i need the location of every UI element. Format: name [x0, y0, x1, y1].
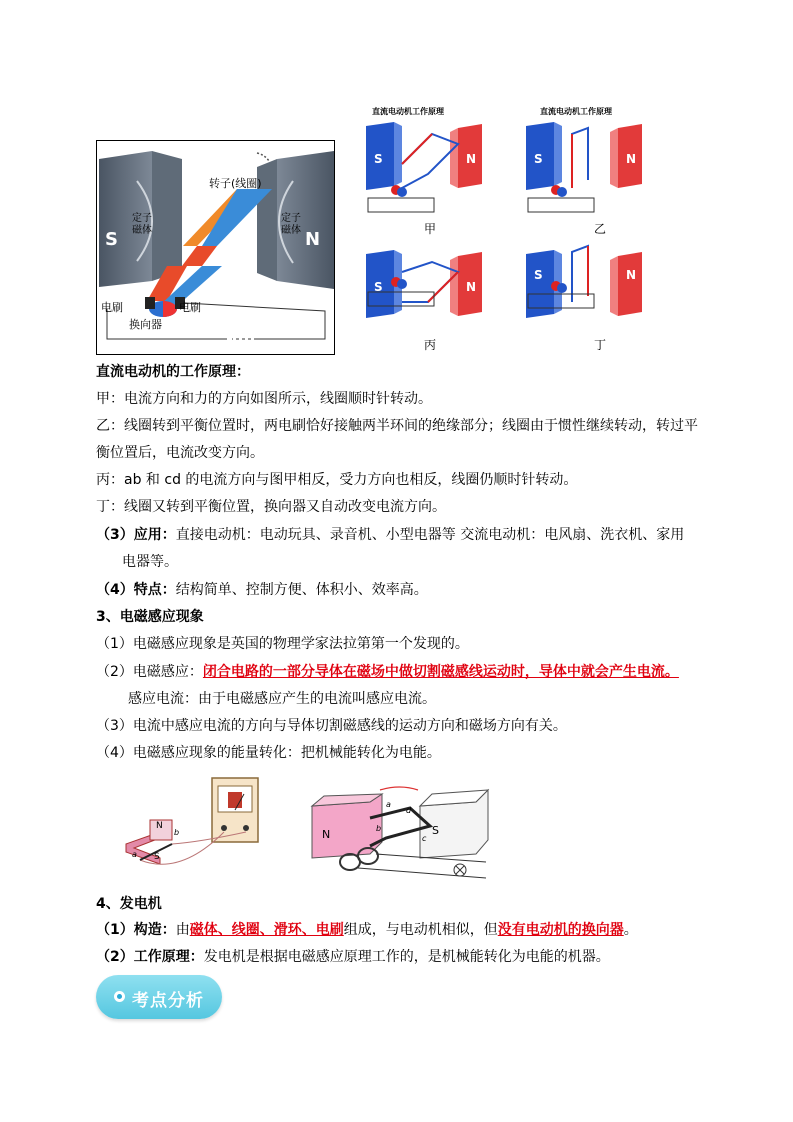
panel1-pole-s: S — [374, 152, 383, 166]
rotor-label: 转子(线圈) — [209, 177, 262, 190]
section3-item4: （4）电磁感应现象的能量转化：把机械能转化为电能。 — [96, 745, 441, 761]
panel1-pole-n: N — [466, 152, 477, 166]
brush-right-label: 电刷 — [179, 301, 201, 314]
panel3-pole-n: N — [466, 280, 477, 294]
application-text: 直接电动机：电动玩具、录音机、小型电器等 交流电动机：电风扇、洗衣机、家用 — [175, 527, 685, 543]
panel-title-1: 直流电动机工作原理 — [372, 107, 444, 116]
application-label: （3）应用： — [96, 527, 176, 543]
section4-title: 4、发电机 — [96, 896, 162, 912]
section3-item1: （1）电磁感应现象是英国的物理学家法拉第第一个发现的。 — [96, 636, 469, 652]
structure-components: 磁体、线圈、滑环、电刷 — [189, 922, 344, 938]
section3-title: 3、电磁感应现象 — [96, 609, 204, 625]
section4-principle — [96, 947, 610, 967]
generator-model-drawing — [310, 782, 492, 886]
principle-label: （2）工作原理： — [96, 949, 204, 965]
fig4-d-label: d — [406, 806, 412, 815]
panel-label-ding: 丁 — [594, 338, 607, 352]
application-line2: 电器等。 — [122, 554, 178, 570]
section3-item2 — [96, 662, 679, 682]
application-line — [96, 525, 684, 545]
fig3-a-label: a — [132, 850, 137, 859]
panel2-pole-n: N — [626, 152, 637, 166]
principle-ding: 丁：线圈又转到平衡位置，换向器又自动改变电流方向。 — [96, 499, 446, 515]
fig4-c-label: c — [422, 834, 427, 843]
section3-item3: （3）电流中感应电流的方向与导体切割磁感线的运动方向和磁场方向有关。 — [96, 718, 567, 734]
principle-text: 发电机是根据电磁感应原理工作的，是机械能转化为电能的机器。 — [203, 949, 610, 965]
commutator-label: 换向器 — [129, 318, 162, 331]
structure-mid: 组成，与电动机相似，但 — [343, 922, 498, 938]
motor-principle-panels — [362, 104, 652, 354]
structure-label: （1）构造： — [96, 922, 176, 938]
panels-drawing — [362, 104, 652, 354]
panel2-pole-s: S — [534, 152, 543, 166]
stator-left-label: 定子磁体 — [132, 213, 152, 236]
brush-left-label: 电刷 — [101, 301, 123, 314]
fig4-b-label: b — [376, 824, 382, 833]
induction-experiment-drawing — [120, 772, 270, 876]
features-line — [96, 580, 428, 600]
stator-right-label: 定子磁体 — [281, 213, 301, 236]
fig3-b-label: b — [174, 828, 180, 837]
fig4-n-label: N — [322, 828, 331, 841]
section4-structure — [96, 920, 638, 940]
features-text: 结构简单、控制方便、体积小、效率高。 — [175, 582, 428, 598]
structure-pre: 由 — [175, 922, 190, 938]
panel-label-yi: 乙 — [594, 222, 607, 236]
principle-jia: 甲：电流方向和力的方向如图所示，线圈顺时针转动。 — [96, 391, 432, 407]
section3-item2-label: （2）电磁感应： — [96, 664, 203, 680]
section3-induced-current: 感应电流：由于电磁感应产生的电流叫感应电流。 — [128, 691, 436, 707]
pole-n-label: N — [305, 229, 321, 250]
principle-bing: 丙：ab 和 cd 的电流方向与图甲相反，受力方向也相反，线圈仍顺时针转动。 — [96, 472, 578, 488]
panel3-pole-s: S — [374, 280, 383, 294]
fig4-a-label: a — [386, 800, 391, 809]
fig3-n-label: N — [156, 821, 163, 831]
generator-model-figure — [310, 782, 492, 886]
fig3-s-label: S — [154, 852, 160, 862]
panel-title-2: 直流电动机工作原理 — [540, 107, 612, 116]
bullet-icon — [114, 991, 125, 1002]
principle-yi-line2: 衡位置后，电流改变方向。 — [96, 445, 264, 461]
features-label: （4）特点： — [96, 582, 176, 598]
principle-yi-line1: 乙：线圈转到平衡位置时，两电刷恰好接触两半环间的绝缘部分；线圈由于惯性继续转动，转过平 — [96, 418, 698, 434]
induction-experiment-figure — [120, 772, 270, 876]
structure-no-commutator: 没有电动机的换向器 — [497, 922, 624, 938]
exam-analysis-tag — [96, 975, 222, 1019]
principle-heading: 直流电动机的工作原理： — [96, 364, 250, 380]
motor-structure-figure — [96, 140, 335, 355]
panel4-pole-n: N — [626, 268, 637, 282]
pole-s-label: S — [105, 229, 118, 250]
panel-label-jia: 甲 — [424, 222, 437, 236]
fig4-s-label: S — [432, 824, 439, 837]
panel4-pole-s: S — [534, 268, 543, 282]
panel-label-bing: 丙 — [424, 338, 437, 352]
structure-end: 。 — [623, 922, 638, 938]
section3-item2-definition: 闭合电路的一部分导体在磁场中做切割磁感线运动时，导体中就会产生电流。 — [202, 664, 679, 680]
exam-analysis-label: 考点分析 — [132, 991, 204, 1011]
